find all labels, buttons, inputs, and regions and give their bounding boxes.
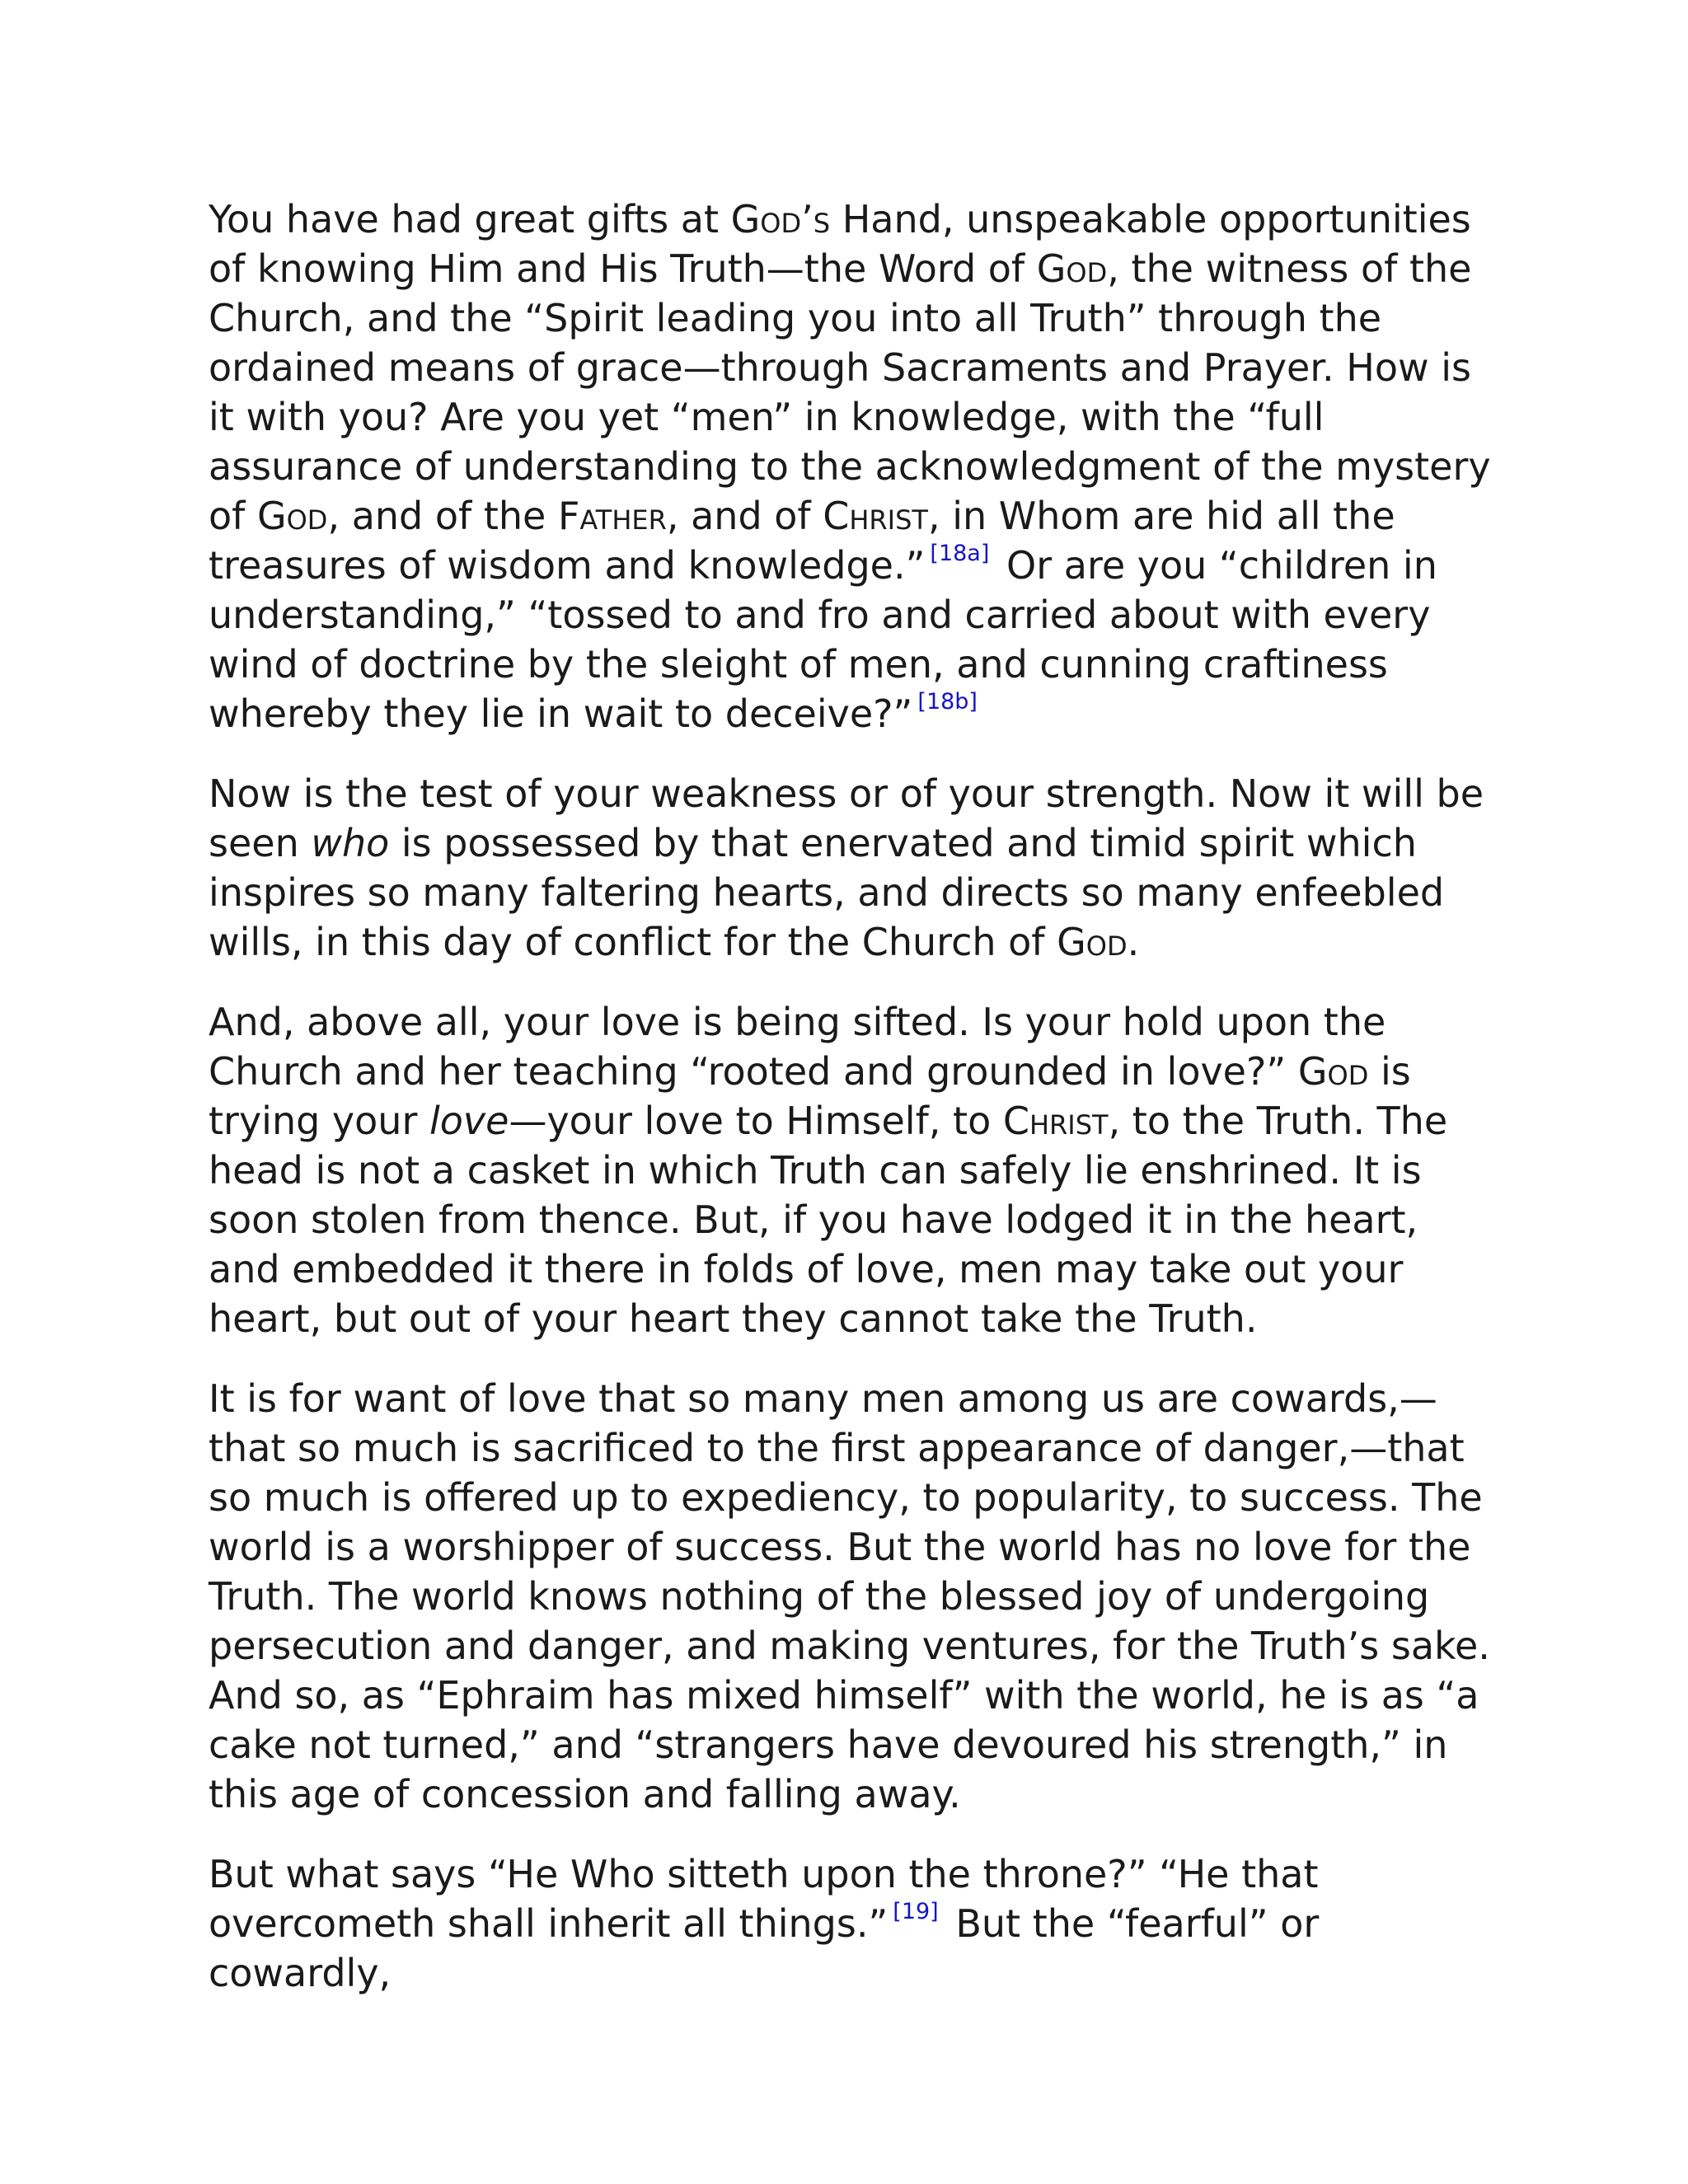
emphasis-text: who <box>311 821 390 865</box>
text-run: , to the Truth. The head is not a casket in which Truth can safely lie enshrined. It is soon stolen from thence. But, if you have lodged it in the heart, and embedded it there in folds of love, men may take out your heart, but out of your heart they cannot take the Truth. <box>209 1099 1448 1341</box>
small-caps-text: Christ <box>1002 1099 1109 1143</box>
text-run: is possessed by that enervated and timid spirit which inspires so many faltering hearts, and directs so many enfeebled wills, in this day of conflict for the Church of <box>209 821 1445 964</box>
small-caps-text: Father <box>557 494 667 538</box>
text-run: But what says “He Who sitteth upon the throne?” “He that overcometh shall inherit all things.” <box>209 1852 1319 1946</box>
small-caps-text: God <box>1057 920 1128 964</box>
text-run: is trying your <box>209 1049 1411 1143</box>
footnote-link[interactable]: [18b] <box>917 689 978 715</box>
paragraph <box>209 194 1494 738</box>
paragraph <box>209 997 1494 1343</box>
text-run: , in Whom are hid all the treasures of wisdom and knowledge.” <box>209 494 1395 588</box>
text-run: It is for want of love that so many men among us are cowards,—that so much is sacrificed to the first appearance of danger,—that so much is offered up to expediency, to popularity, to success. The world is a worshipper of success. But the world has no love for the Truth. The world knows nothing of the blessed joy of undergoing persecution and danger, and making ventures, for the Truth’s sake. And so, as “Ephraim has mixed himself” with the world, he is as “a cake not turned,” and “strangers have devoured his strength,” in this age of concession and falling away. <box>209 1376 1490 1816</box>
text-run: You have had great gifts at <box>209 197 731 241</box>
text-run: . <box>1127 920 1140 964</box>
paragraph <box>209 1849 1494 1998</box>
small-caps-text: God <box>256 494 328 538</box>
emphasis-text: love <box>429 1099 509 1143</box>
small-caps-text: God <box>1297 1049 1369 1094</box>
text-run: And, above all, your love is being sifted. Is your hold upon the Church and her teaching “rooted and grounded in love?” <box>209 1000 1386 1094</box>
text-run: —your love to Himself, to <box>509 1099 1003 1143</box>
text-run: Now is the test of your weakness or of your strength. Now it will be seen <box>209 771 1484 865</box>
text-run: But the “fearful” or cowardly, <box>209 1901 1320 1995</box>
text-run: Or are you “children in understanding,” “tossed to and fro and carried about with every wind of doctrine by the sleight of men, and cunning craftiness whereby they lie in wait to deceive?” <box>209 543 1437 736</box>
small-caps-text: God <box>1036 246 1108 291</box>
text-run: Hand, unspeakable opportunities of knowing Him and His Truth—the Word of <box>209 197 1471 291</box>
footnote-link[interactable]: [18a] <box>930 541 990 566</box>
paragraph <box>209 769 1494 967</box>
paragraph <box>209 1374 1494 1819</box>
text-run: , and of <box>666 494 823 538</box>
small-caps-text: Christ <box>823 494 928 538</box>
text-run: , and of the <box>327 494 558 538</box>
footnote-link[interactable]: [19] <box>893 1899 939 1924</box>
small-caps-text: God’s <box>730 197 831 241</box>
document-body <box>209 194 1494 2028</box>
text-run: , the witness of the Church, and the “Spirit leading you into all Truth” through the ordained means of grace—through Sacraments and Prayer. How is it with you? Are you yet “men” in knowledge, with the “full assurance of understanding to the acknowledgment of the mystery of <box>209 246 1491 538</box>
